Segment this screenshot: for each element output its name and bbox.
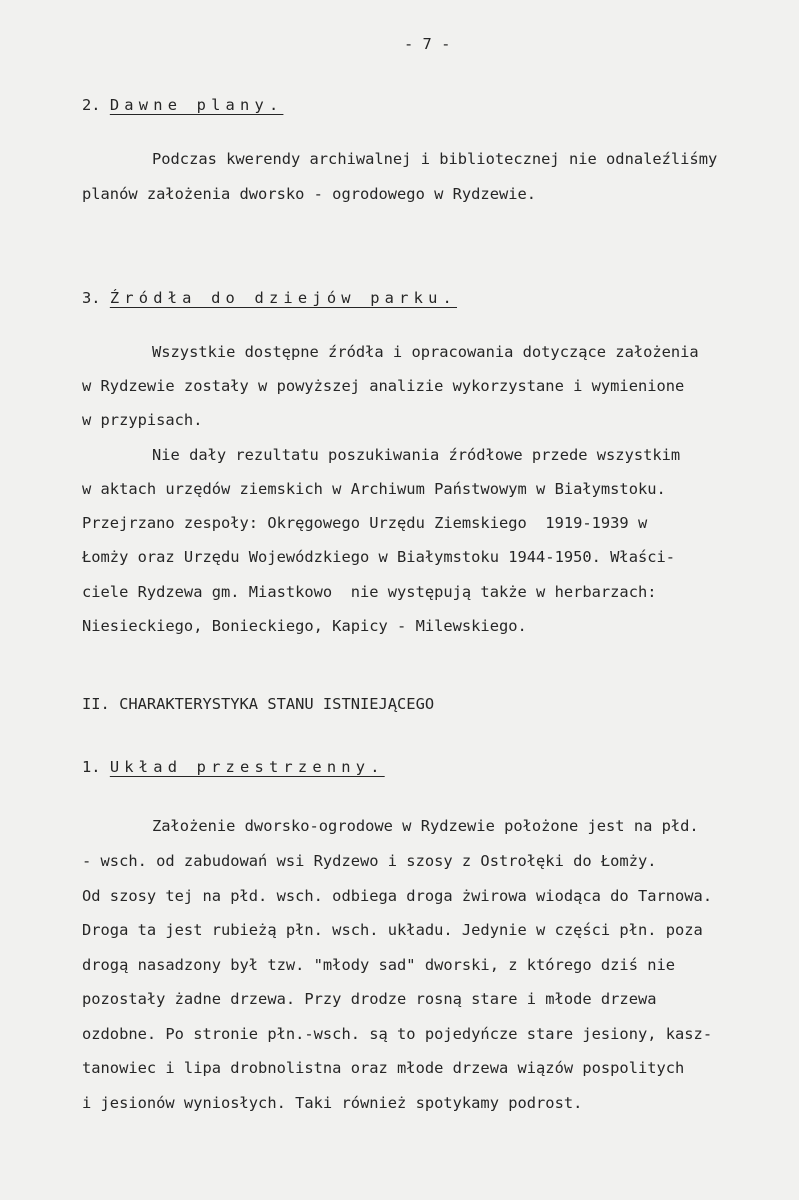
text-line: Łomży oraz Urzędu Wojewódzkiego w Białymstoku 1944-1950. Właści- (82, 548, 676, 566)
text-line: Niesieckiego, Bonieckiego, Kapicy - Milewskiego. (82, 617, 527, 635)
text-line: Założenie dworsko-ogrodowe w Rydzewie położone jest na płd. (152, 817, 699, 835)
text-line: w Rydzewie zostały w powyższej analizie wykorzystane i wymienione (82, 377, 685, 395)
section-title: Układ przestrzenny. (109, 758, 385, 776)
text-line: ozdobne. Po stronie płn.-wsch. są to pojedyńcze stare jesiony, kasz- (82, 1025, 713, 1043)
section-title: Dawne plany. (109, 96, 284, 114)
text-line: - wsch. od zabudowań wsi Rydzewo i szosy z Ostrołęki do Łomży. (82, 852, 657, 870)
section-number: 2. (82, 96, 101, 114)
chapter-heading: II. CHARAKTERYSTYKA STANU ISTNIEJĄCEGO (82, 695, 435, 713)
text-line: w przypisach. (82, 411, 203, 429)
text-line: pozostały żadne drzewa. Przy drodze rosną stare i młode drzewa (82, 990, 657, 1008)
text-line: tanowiec i lipa drobnolistna oraz młode drzewa wiązów pospolitych (82, 1059, 685, 1077)
section-heading-uklad (82, 757, 385, 777)
page-number: - 7 - (404, 35, 451, 53)
section-heading-zrodla (82, 288, 457, 308)
section-number: 1. (82, 758, 101, 776)
text-line: Przejrzano zespoły: Okręgowego Urzędu Ziemskiego 1919-1939 w (82, 514, 648, 532)
text-line: i jesionów wyniosłych. Taki również spotykamy podrost. (82, 1094, 583, 1112)
text-line: drogą nasadzony był tzw. "młody sad" dworski, z którego dziś nie (82, 956, 676, 974)
text-line: Nie dały rezultatu poszukiwania źródłowe przede wszystkim (152, 446, 681, 464)
text-line: ciele Rydzewa gm. Miastkowo nie występują także w herbarzach: (82, 583, 657, 601)
text-line: w aktach urzędów ziemskich w Archiwum Państwowym w Białymstoku. (82, 480, 666, 498)
section-title: Źródła do dziejów parku. (109, 289, 458, 307)
section-heading-dawne-plany (82, 95, 283, 115)
text-line: Wszystkie dostępne źródła i opracowania dotyczące założenia (152, 343, 699, 361)
text-line: Podczas kwerendy archiwalnej i bibliotecznej nie odnaleźliśmy (152, 150, 718, 168)
section-number: 3. (82, 289, 101, 307)
text-line: Od szosy tej na płd. wsch. odbiega droga żwirowa wiodąca do Tarnowa. (82, 887, 713, 905)
text-line: Droga ta jest rubieżą płn. wsch. układu. Jedynie w części płn. poza (82, 921, 703, 939)
text-line: planów założenia dworsko - ogrodowego w Rydzewie. (82, 185, 537, 203)
